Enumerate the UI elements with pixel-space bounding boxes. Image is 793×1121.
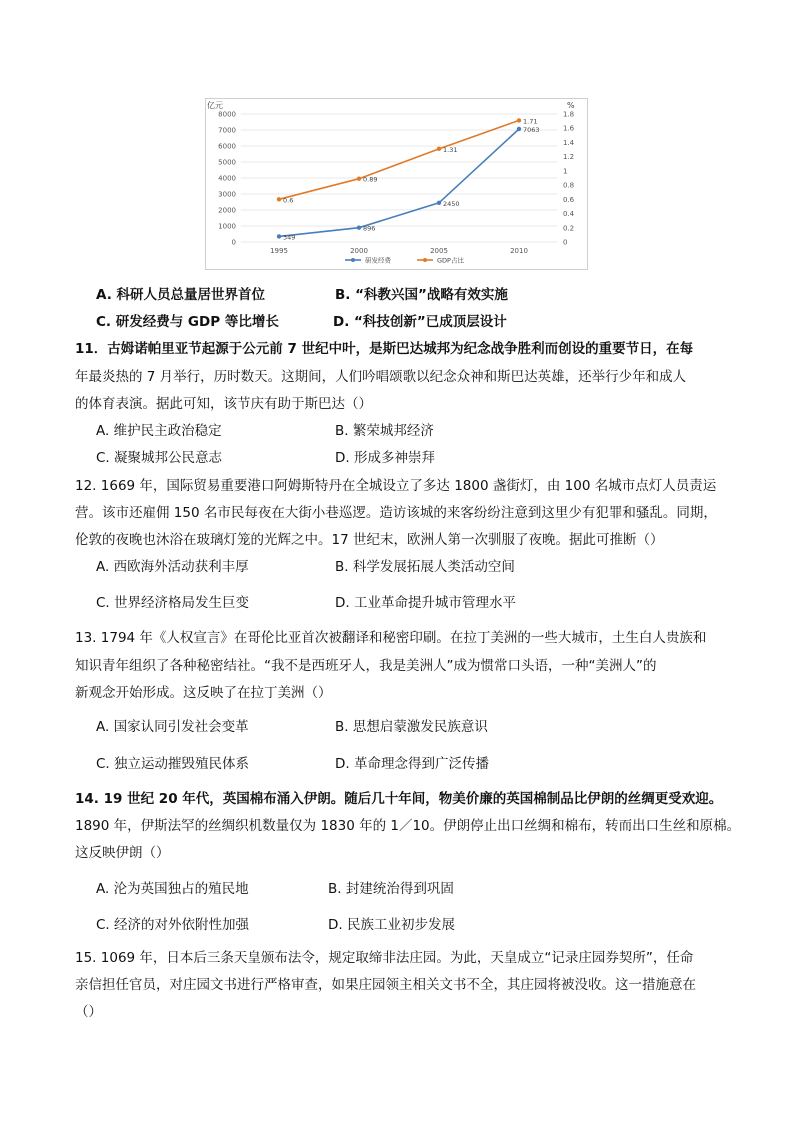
y-axis-title: 亿元: [207, 101, 223, 110]
q12-stem-line-1: 12. 1669 年，国际贸易重要港口阿姆斯特丹在全城设立了多达 1800 盏街灯，由 100 名城市点灯人员责运: [75, 478, 717, 494]
data-label: 1.31: [443, 145, 458, 154]
series-line-0: [279, 129, 519, 236]
q14-stem-line-1: 14. 19 世纪 20 年代，英国棉布涌入伊朗。随后几十年间，物美价廉的英国棉制品比伊朗的丝绸更受欢迎。: [75, 791, 723, 807]
q12-option-d[interactable]: D. 工业革命提升城市管理水平: [335, 595, 516, 611]
data-point: [277, 234, 281, 238]
q10-option-b[interactable]: B. “科教兴国”战略有效实施: [335, 287, 508, 303]
data-label: 0.6: [283, 196, 294, 205]
data-label: 1.71: [523, 117, 538, 126]
q14-option-d[interactable]: D. 民族工业初步发展: [328, 917, 455, 933]
legend-label: 研发经费: [365, 256, 391, 265]
q14-option-c[interactable]: C. 经济的对外依附性加强: [96, 917, 250, 933]
data-label: 896: [363, 224, 376, 233]
data-label: 349: [283, 233, 296, 242]
data-point: [437, 201, 441, 205]
q13-option-a[interactable]: A. 国家认同引发社会变革: [96, 719, 249, 735]
q14-stem-line-3: 这反映伊朗（）: [75, 845, 170, 861]
q14-stem-line-2: 1890 年，伊斯法罕的丝绸织机数量仅为 1830 年的 1／10。伊朗停止出口丝绸和棉布，转而出口生丝和原棉。: [75, 818, 741, 834]
q12-option-c[interactable]: C. 世界经济格局发生巨变: [96, 595, 250, 611]
q13-stem-line-1: 13. 1794 年《人权宣言》在哥伦比亚首次被翻译和秘密印刷。在拉丁美洲的一些大城市，土生白人贵族和: [75, 630, 707, 646]
y2-tick-label: 1.6: [563, 124, 575, 133]
y-tick-label: 0: [231, 238, 236, 247]
q11-option-d[interactable]: D. 形成多神崇拜: [335, 450, 435, 466]
data-point: [517, 127, 521, 131]
q10-option-c[interactable]: C. 研发经费与 GDP 等比增长: [96, 314, 279, 330]
data-point: [357, 177, 361, 181]
y-tick-label: 6000: [218, 142, 236, 151]
y-tick-label: 3000: [218, 190, 236, 199]
q15-stem-line-2: 亲信担任官员，对庄园文书进行严格审查，如果庄园领主相关文书不全，其庄园将被没收。这一措施意在: [75, 977, 696, 993]
line-chart: [205, 98, 588, 270]
y2-tick-label: 0: [563, 238, 568, 247]
q11-option-a[interactable]: A. 维护民主政治稳定: [96, 423, 222, 439]
y2-tick-label: 1.8: [563, 110, 575, 119]
data-label: 0.89: [363, 175, 378, 184]
data-point: [277, 197, 281, 201]
y-tick-label: 8000: [218, 110, 236, 119]
q11-stem-line-2: 年最炎热的 7 月举行，历时数天。这期间，人们吟唱颂歌以纪念众神和斯巴达英雄，还举行少年和成人: [75, 369, 687, 385]
legend-marker: [423, 258, 427, 262]
q13-option-d[interactable]: D. 革命理念得到广泛传播: [335, 756, 489, 772]
q13-option-b[interactable]: B. 思想启蒙激发民族意识: [335, 719, 488, 735]
data-label: 2450: [443, 199, 460, 208]
y2-tick-label: 1.2: [563, 153, 575, 162]
data-point: [517, 118, 521, 122]
y-tick-label: 5000: [218, 158, 236, 167]
y-tick-label: 2000: [218, 206, 236, 215]
q10-option-d[interactable]: D. “科技创新”已成顶层设计: [333, 314, 507, 330]
x-tick-label: 1995: [270, 247, 288, 255]
y2-tick-label: 1: [563, 167, 568, 176]
y2-tick-label: 0.2: [563, 224, 575, 233]
y-tick-label: 4000: [218, 174, 236, 183]
q11-option-c[interactable]: C. 凝聚城邦公民意志: [96, 450, 223, 466]
q12-stem-line-2: 营。该市还雇佣 150 名市民每夜在大街小巷巡逻。造访该城的来客纷纷注意到这里少有犯罪和骚乱。同期，: [75, 505, 717, 521]
q12-option-a[interactable]: A. 西欧海外活动获利丰厚: [96, 559, 249, 575]
q14-option-a[interactable]: A. 沦为英国独占的殖民地: [96, 881, 249, 897]
data-point: [437, 147, 441, 151]
legend-label: GDP占比: [437, 256, 464, 265]
x-tick-label: 2005: [430, 247, 448, 255]
q15-stem-line-3: （）: [75, 1004, 102, 1020]
data-label: 7063: [523, 125, 540, 134]
q10-option-a[interactable]: A. 科研人员总量居世界首位: [96, 287, 266, 303]
q15-stem-line-1: 15. 1069 年，日本后三条天皇颁布法令，规定取缔非法庄园。为此，天皇成立“记录庄园券契所”，任命: [75, 950, 694, 966]
q13-option-c[interactable]: C. 独立运动摧毁殖民体系: [96, 756, 250, 772]
legend-marker: [351, 258, 355, 262]
q12-option-b[interactable]: B. 科学发展拓展人类活动空间: [335, 559, 515, 575]
y2-tick-label: 0.8: [563, 181, 575, 190]
y2-tick-label: 1.4: [563, 138, 575, 147]
series-line-1: [279, 120, 519, 199]
q13-stem-line-2: 知识青年组织了各种秘密结社。“我不是西班牙人，我是美洲人”成为惯常口头语，一种“美洲人”的: [75, 658, 657, 674]
q14-option-b[interactable]: B. 封建统治得到巩固: [328, 881, 454, 897]
y-tick-label: 1000: [218, 222, 236, 231]
q12-stem-line-3: 伦敦的夜晚也沐浴在玻璃灯笼的光辉之中。17 世纪末，欧洲人第一次驯服了夜晚。据此可推断（）: [75, 532, 664, 548]
q11-option-b[interactable]: B. 繁荣城邦经济: [335, 423, 434, 439]
q13-stem-line-3: 新观念开始形成。这反映了在拉丁美洲（）: [75, 685, 332, 701]
y-tick-label: 7000: [218, 126, 236, 135]
q11-stem-line-1: 11．古姆诺帕里亚节起源于公元前 7 世纪中叶，是斯巴达城邦为纪念战争胜利而创设的重要节日，在每: [75, 341, 694, 357]
chart-svg: [205, 98, 588, 270]
y2-axis-title: %: [567, 101, 575, 110]
x-tick-label: 2010: [510, 247, 528, 255]
y2-tick-label: 0.6: [563, 195, 575, 204]
x-tick-label: 2000: [350, 247, 368, 255]
data-point: [357, 225, 361, 229]
y2-tick-label: 0.4: [563, 210, 575, 219]
q11-stem-line-3: 的体育表演。据此可知，该节庆有助于斯巴达（）: [75, 396, 372, 412]
